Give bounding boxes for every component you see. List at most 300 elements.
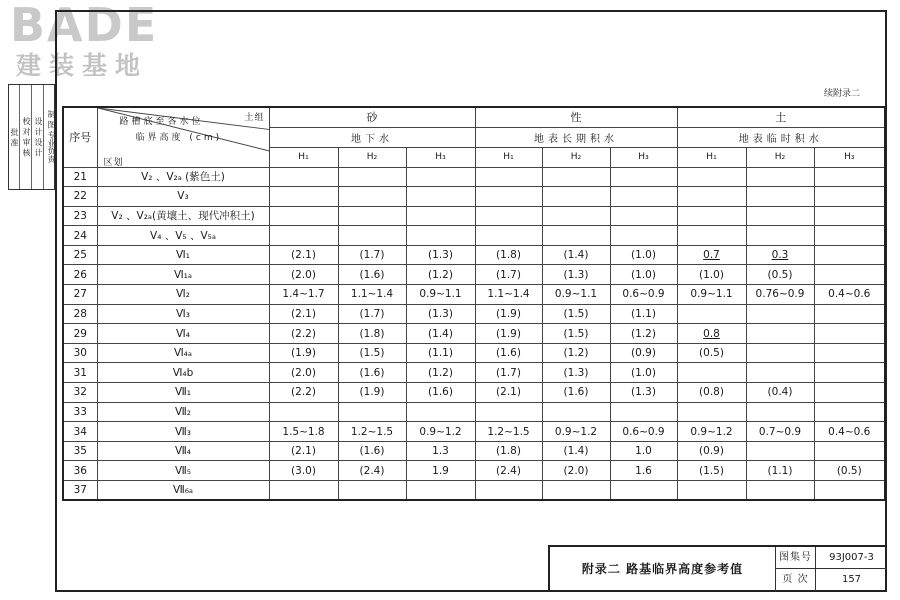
row-number: 32 bbox=[63, 383, 97, 403]
watermark-cn: 建装基地 bbox=[16, 51, 149, 80]
atlas-number: 93J007-3 bbox=[829, 552, 874, 563]
value-text: (1.3) bbox=[631, 386, 656, 399]
value-text: (1.0) bbox=[699, 268, 724, 281]
value-text: 1.6 bbox=[635, 464, 652, 477]
value-cell bbox=[746, 422, 814, 442]
value-cell bbox=[269, 461, 338, 481]
value-text: 1.5~1.8 bbox=[282, 425, 325, 438]
table-row bbox=[63, 324, 885, 344]
value-text: (1.9) bbox=[496, 307, 521, 320]
value-text: (1.3) bbox=[428, 249, 453, 262]
value-text: 0.76~0.9 bbox=[755, 288, 805, 301]
value-cell bbox=[610, 187, 677, 207]
value-cell bbox=[338, 441, 406, 461]
critical-height-table bbox=[62, 106, 886, 501]
value-cell bbox=[610, 265, 677, 285]
value-cell bbox=[406, 304, 475, 324]
value-cell bbox=[610, 422, 677, 442]
value-cell bbox=[746, 383, 814, 403]
value-cell bbox=[542, 245, 610, 265]
value-cell bbox=[269, 187, 338, 207]
value-cell bbox=[475, 187, 542, 207]
value-text: 0.9~1.1 bbox=[690, 288, 733, 301]
value-text: (2.0) bbox=[291, 366, 316, 379]
value-cell bbox=[746, 461, 814, 481]
diag-line-2: 临界高度 (cm) bbox=[135, 133, 223, 143]
value-text: 0.8 bbox=[703, 327, 720, 340]
header-h-4: H₁ bbox=[475, 147, 542, 167]
value-cell bbox=[542, 481, 610, 501]
strip-col-4: 制 图 专业负责 bbox=[47, 110, 56, 164]
table-row bbox=[63, 343, 885, 363]
value-text: (2.0) bbox=[563, 464, 589, 477]
zone-label: V₃ bbox=[97, 187, 269, 207]
value-cell bbox=[677, 167, 746, 187]
atlas-label: 图集号 bbox=[776, 547, 816, 568]
value-cell bbox=[406, 285, 475, 305]
header-h-5: H₂ bbox=[542, 147, 610, 167]
value-cell bbox=[746, 481, 814, 501]
value-text: (1.2) bbox=[563, 347, 589, 360]
value-cell bbox=[406, 226, 475, 246]
value-text: (2.2) bbox=[291, 327, 316, 340]
table-row bbox=[63, 383, 885, 403]
value-cell bbox=[677, 245, 746, 265]
row-number: 21 bbox=[63, 167, 97, 187]
value-cell bbox=[338, 324, 406, 344]
value-cell bbox=[610, 285, 677, 305]
value-cell bbox=[542, 402, 610, 422]
value-cell bbox=[814, 383, 885, 403]
value-cell bbox=[610, 304, 677, 324]
value-text: (1.0) bbox=[631, 268, 656, 281]
value-cell bbox=[406, 245, 475, 265]
value-text: 1.1~1.4 bbox=[350, 288, 394, 301]
value-text: (1.2) bbox=[631, 327, 656, 340]
value-cell bbox=[677, 422, 746, 442]
value-cell bbox=[475, 441, 542, 461]
value-cell bbox=[338, 167, 406, 187]
value-text: (1.6) bbox=[359, 268, 385, 281]
value-text: (1.1) bbox=[428, 347, 453, 360]
value-text: (0.5) bbox=[767, 268, 793, 281]
row-number: 37 bbox=[63, 481, 97, 501]
value-cell bbox=[269, 441, 338, 461]
value-text: 0.9~1.2 bbox=[554, 425, 598, 438]
value-cell bbox=[610, 441, 677, 461]
zone-label: Ⅵ₂ bbox=[97, 285, 269, 305]
value-cell bbox=[475, 285, 542, 305]
value-text: 0.6~0.9 bbox=[622, 425, 665, 438]
value-cell bbox=[406, 363, 475, 383]
value-text: (0.4) bbox=[767, 386, 793, 399]
value-cell bbox=[406, 206, 475, 226]
table-row bbox=[63, 402, 885, 422]
value-text: (1.4) bbox=[428, 327, 453, 340]
header-h-6: H₃ bbox=[610, 147, 677, 167]
value-cell bbox=[610, 245, 677, 265]
value-cell bbox=[677, 187, 746, 207]
value-cell bbox=[814, 422, 885, 442]
value-text: (1.1) bbox=[767, 464, 793, 477]
value-text: (1.0) bbox=[631, 249, 656, 262]
value-text: (3.0) bbox=[291, 464, 316, 477]
row-number: 36 bbox=[63, 461, 97, 481]
value-cell bbox=[746, 324, 814, 344]
value-text: 0.7~0.9 bbox=[758, 425, 802, 438]
value-text: 0.3 bbox=[771, 249, 789, 262]
zone-label: V₂ 、V₂ₐ (紫色土) bbox=[97, 167, 269, 187]
value-cell bbox=[814, 461, 885, 481]
value-cell bbox=[542, 422, 610, 442]
value-text: (2.1) bbox=[496, 386, 521, 399]
value-text: (1.8) bbox=[359, 327, 385, 340]
value-cell bbox=[746, 363, 814, 383]
value-cell bbox=[269, 206, 338, 226]
value-cell bbox=[542, 461, 610, 481]
value-text: (0.9) bbox=[699, 445, 724, 458]
zone-label: Ⅵ₁ₐ bbox=[97, 265, 269, 285]
value-text: 0.7 bbox=[703, 249, 720, 262]
value-text: (1.0) bbox=[631, 366, 656, 379]
value-text: 0.9~1.2 bbox=[690, 425, 733, 438]
row-number: 25 bbox=[63, 245, 97, 265]
zone-label: Ⅶ₃ bbox=[97, 422, 269, 442]
value-cell bbox=[406, 461, 475, 481]
row-number: 35 bbox=[63, 441, 97, 461]
value-text: (1.2) bbox=[428, 268, 453, 281]
value-text: (1.5) bbox=[699, 464, 724, 477]
value-cell bbox=[338, 187, 406, 207]
value-cell bbox=[542, 285, 610, 305]
value-cell bbox=[677, 226, 746, 246]
value-text: 1.1~1.4 bbox=[487, 288, 530, 301]
value-cell bbox=[338, 265, 406, 285]
table-row bbox=[63, 285, 885, 305]
value-cell bbox=[677, 285, 746, 305]
value-text: (2.0) bbox=[291, 268, 316, 281]
value-text: (1.9) bbox=[359, 386, 385, 399]
value-text: 0.4~0.6 bbox=[828, 425, 871, 438]
header-h-3: H₃ bbox=[406, 147, 475, 167]
value-cell bbox=[269, 343, 338, 363]
value-cell bbox=[338, 206, 406, 226]
row-number: 26 bbox=[63, 265, 97, 285]
value-cell bbox=[677, 481, 746, 501]
value-text: (2.1) bbox=[291, 445, 316, 458]
watermark-brand: BADE bbox=[10, 0, 159, 52]
strip-col-3: 设 计 设 计 bbox=[33, 85, 44, 189]
zone-label: Ⅵ₁ bbox=[97, 245, 269, 265]
zone-label: Ⅵ₄ₐ bbox=[97, 343, 269, 363]
value-cell bbox=[269, 167, 338, 187]
zone-label: Ⅵ₄b bbox=[97, 363, 269, 383]
header-soil-1: 砂 bbox=[269, 107, 475, 127]
row-number: 27 bbox=[63, 285, 97, 305]
value-cell bbox=[542, 383, 610, 403]
header-h-8: H₂ bbox=[746, 147, 814, 167]
value-cell bbox=[542, 324, 610, 344]
row-number: 23 bbox=[63, 206, 97, 226]
value-cell bbox=[269, 304, 338, 324]
value-cell bbox=[677, 402, 746, 422]
value-cell bbox=[542, 363, 610, 383]
value-cell bbox=[677, 461, 746, 481]
atlas-row bbox=[776, 547, 887, 569]
value-text: (1.5) bbox=[359, 347, 385, 360]
annex-reference: 续附录二 bbox=[824, 89, 861, 99]
value-cell bbox=[475, 343, 542, 363]
value-cell bbox=[475, 304, 542, 324]
value-cell bbox=[542, 343, 610, 363]
row-number: 24 bbox=[63, 226, 97, 246]
row-number: 33 bbox=[63, 402, 97, 422]
value-cell bbox=[406, 167, 475, 187]
value-text: 0.9~1.1 bbox=[419, 288, 462, 301]
table-row bbox=[63, 226, 885, 246]
value-cell bbox=[610, 481, 677, 501]
value-cell bbox=[338, 226, 406, 246]
value-cell bbox=[677, 324, 746, 344]
value-text: (1.5) bbox=[563, 327, 589, 340]
table-row bbox=[63, 461, 885, 481]
value-text: (1.6) bbox=[428, 386, 453, 399]
value-text: (1.3) bbox=[563, 268, 589, 281]
value-cell bbox=[475, 245, 542, 265]
value-cell bbox=[338, 363, 406, 383]
value-cell bbox=[475, 226, 542, 246]
value-cell bbox=[677, 363, 746, 383]
diag-line-1: 路槽底至各水位 bbox=[119, 117, 204, 127]
value-cell bbox=[814, 324, 885, 344]
zone-label: Ⅶ₂ bbox=[97, 402, 269, 422]
value-cell bbox=[814, 226, 885, 246]
value-cell bbox=[814, 167, 885, 187]
value-cell bbox=[814, 343, 885, 363]
value-text: (0.9) bbox=[631, 347, 656, 360]
zone-label: Ⅶ₄ bbox=[97, 441, 269, 461]
table-row bbox=[63, 245, 885, 265]
value-cell bbox=[814, 265, 885, 285]
value-cell bbox=[746, 167, 814, 187]
value-cell bbox=[269, 245, 338, 265]
value-text: (1.3) bbox=[563, 366, 589, 379]
header-h-1: H₁ bbox=[269, 147, 338, 167]
value-text: (1.2) bbox=[428, 366, 453, 379]
value-cell bbox=[475, 402, 542, 422]
value-text: (1.1) bbox=[631, 307, 656, 320]
value-cell bbox=[746, 206, 814, 226]
value-text: 0.9~1.1 bbox=[554, 288, 598, 301]
value-cell bbox=[475, 363, 542, 383]
value-cell bbox=[814, 304, 885, 324]
value-text: 1.0 bbox=[635, 445, 652, 458]
diag-zone: 区划 bbox=[103, 158, 124, 167]
value-cell bbox=[406, 422, 475, 442]
value-text: (1.8) bbox=[496, 249, 521, 262]
value-cell bbox=[475, 324, 542, 344]
strip-col-2: 校 对 审 核 bbox=[21, 85, 32, 189]
value-text: (1.7) bbox=[359, 249, 385, 262]
value-cell bbox=[338, 304, 406, 324]
value-text: (0.5) bbox=[699, 347, 724, 360]
value-cell bbox=[406, 343, 475, 363]
value-cell bbox=[746, 402, 814, 422]
zone-label: Ⅵ₃ bbox=[97, 304, 269, 324]
zone-label: V₄ 、V₅ 、V₅ₐ bbox=[97, 226, 269, 246]
value-cell bbox=[406, 187, 475, 207]
value-cell bbox=[677, 441, 746, 461]
value-text: (1.8) bbox=[496, 445, 521, 458]
value-cell bbox=[814, 363, 885, 383]
value-text: 1.4~1.7 bbox=[282, 288, 325, 301]
value-cell bbox=[542, 226, 610, 246]
value-cell bbox=[814, 245, 885, 265]
value-cell bbox=[814, 402, 885, 422]
value-text: (1.7) bbox=[496, 366, 521, 379]
value-text: (0.5) bbox=[836, 464, 862, 477]
value-text: (1.5) bbox=[563, 307, 589, 320]
table-row bbox=[63, 422, 885, 442]
header-temporary-water: 地表临时积水 bbox=[677, 127, 885, 147]
page-number: 157 bbox=[841, 574, 862, 585]
value-text: (2.1) bbox=[291, 307, 316, 320]
value-cell bbox=[610, 324, 677, 344]
value-text: (1.9) bbox=[291, 347, 316, 360]
row-number: 34 bbox=[63, 422, 97, 442]
row-number: 22 bbox=[63, 187, 97, 207]
table-row bbox=[63, 441, 885, 461]
table-row bbox=[63, 363, 885, 383]
value-cell bbox=[338, 245, 406, 265]
page-label: 页 次 bbox=[776, 569, 816, 591]
value-cell bbox=[814, 285, 885, 305]
header-seq: 序号 bbox=[63, 107, 97, 167]
value-cell bbox=[746, 343, 814, 363]
value-cell bbox=[406, 383, 475, 403]
value-text: 0.4~0.6 bbox=[828, 288, 871, 301]
value-cell bbox=[269, 324, 338, 344]
value-cell bbox=[746, 441, 814, 461]
value-cell bbox=[610, 206, 677, 226]
value-text: 1.3 bbox=[432, 445, 449, 458]
value-cell bbox=[406, 402, 475, 422]
value-cell bbox=[338, 461, 406, 481]
value-cell bbox=[542, 441, 610, 461]
value-text: 1.2~1.5 bbox=[487, 425, 530, 438]
value-text: (1.4) bbox=[563, 249, 589, 262]
value-cell bbox=[475, 461, 542, 481]
value-cell bbox=[677, 265, 746, 285]
value-cell bbox=[814, 441, 885, 461]
zone-label: Ⅶ₅ bbox=[97, 461, 269, 481]
value-cell bbox=[542, 265, 610, 285]
value-text: 1.9 bbox=[432, 464, 449, 477]
value-cell bbox=[269, 363, 338, 383]
value-cell bbox=[814, 206, 885, 226]
header-h-7: H₁ bbox=[677, 147, 746, 167]
row-number: 30 bbox=[63, 343, 97, 363]
table-row bbox=[63, 304, 885, 324]
value-cell bbox=[406, 324, 475, 344]
value-cell bbox=[269, 383, 338, 403]
value-text: (2.4) bbox=[496, 464, 521, 477]
value-cell bbox=[338, 285, 406, 305]
table-row bbox=[63, 187, 885, 207]
value-text: 1.2~1.5 bbox=[350, 425, 394, 438]
value-text: (2.2) bbox=[291, 386, 316, 399]
value-cell bbox=[610, 383, 677, 403]
value-text: 0.6~0.9 bbox=[622, 288, 665, 301]
value-text: (1.9) bbox=[496, 327, 521, 340]
header-long-term-water: 地表长期积水 bbox=[475, 127, 677, 147]
value-cell bbox=[677, 383, 746, 403]
value-cell bbox=[269, 285, 338, 305]
sheet-title: 附录二 路基临界高度参考值 bbox=[550, 547, 776, 592]
table-row bbox=[63, 265, 885, 285]
row-number: 31 bbox=[63, 363, 97, 383]
strip-col-1: 批 准 bbox=[9, 85, 20, 189]
value-cell bbox=[610, 402, 677, 422]
value-cell bbox=[610, 167, 677, 187]
value-text: (1.6) bbox=[359, 445, 385, 458]
value-cell bbox=[269, 481, 338, 501]
value-cell bbox=[746, 226, 814, 246]
zone-label: V₂ 、V₂ₐ(黄壤土、现代冲积土) bbox=[97, 206, 269, 226]
page-row bbox=[776, 569, 887, 591]
value-text: (1.6) bbox=[496, 347, 521, 360]
value-text: (0.8) bbox=[699, 386, 724, 399]
value-cell bbox=[338, 481, 406, 501]
diag-soil-group: 土组 bbox=[244, 113, 265, 123]
value-cell bbox=[814, 187, 885, 207]
value-cell bbox=[475, 167, 542, 187]
value-cell bbox=[475, 481, 542, 501]
value-text: (1.7) bbox=[496, 268, 521, 281]
value-text: (1.7) bbox=[359, 307, 385, 320]
value-cell bbox=[406, 441, 475, 461]
value-cell bbox=[814, 481, 885, 501]
zone-label: Ⅶ₆ₐ bbox=[97, 481, 269, 501]
value-cell bbox=[746, 304, 814, 324]
value-text: (2.4) bbox=[359, 464, 385, 477]
value-cell bbox=[610, 343, 677, 363]
value-cell bbox=[475, 422, 542, 442]
value-cell bbox=[542, 206, 610, 226]
value-cell bbox=[338, 402, 406, 422]
header-soil-2: 性 bbox=[475, 107, 677, 127]
value-cell bbox=[475, 206, 542, 226]
table-row bbox=[63, 481, 885, 501]
value-cell bbox=[542, 167, 610, 187]
value-cell bbox=[269, 226, 338, 246]
value-cell bbox=[542, 187, 610, 207]
table-row bbox=[63, 167, 885, 187]
zone-label: Ⅶ₁ bbox=[97, 383, 269, 403]
header-groundwater: 地下水 bbox=[269, 127, 475, 147]
value-text: (1.4) bbox=[563, 445, 589, 458]
value-cell bbox=[610, 461, 677, 481]
value-text: (2.1) bbox=[291, 249, 316, 262]
value-cell bbox=[610, 363, 677, 383]
header-soil-3: 土 bbox=[677, 107, 885, 127]
value-text: (1.3) bbox=[428, 307, 453, 320]
value-cell bbox=[269, 402, 338, 422]
value-cell bbox=[269, 265, 338, 285]
table-row bbox=[63, 206, 885, 226]
value-cell bbox=[269, 422, 338, 442]
value-cell bbox=[677, 304, 746, 324]
